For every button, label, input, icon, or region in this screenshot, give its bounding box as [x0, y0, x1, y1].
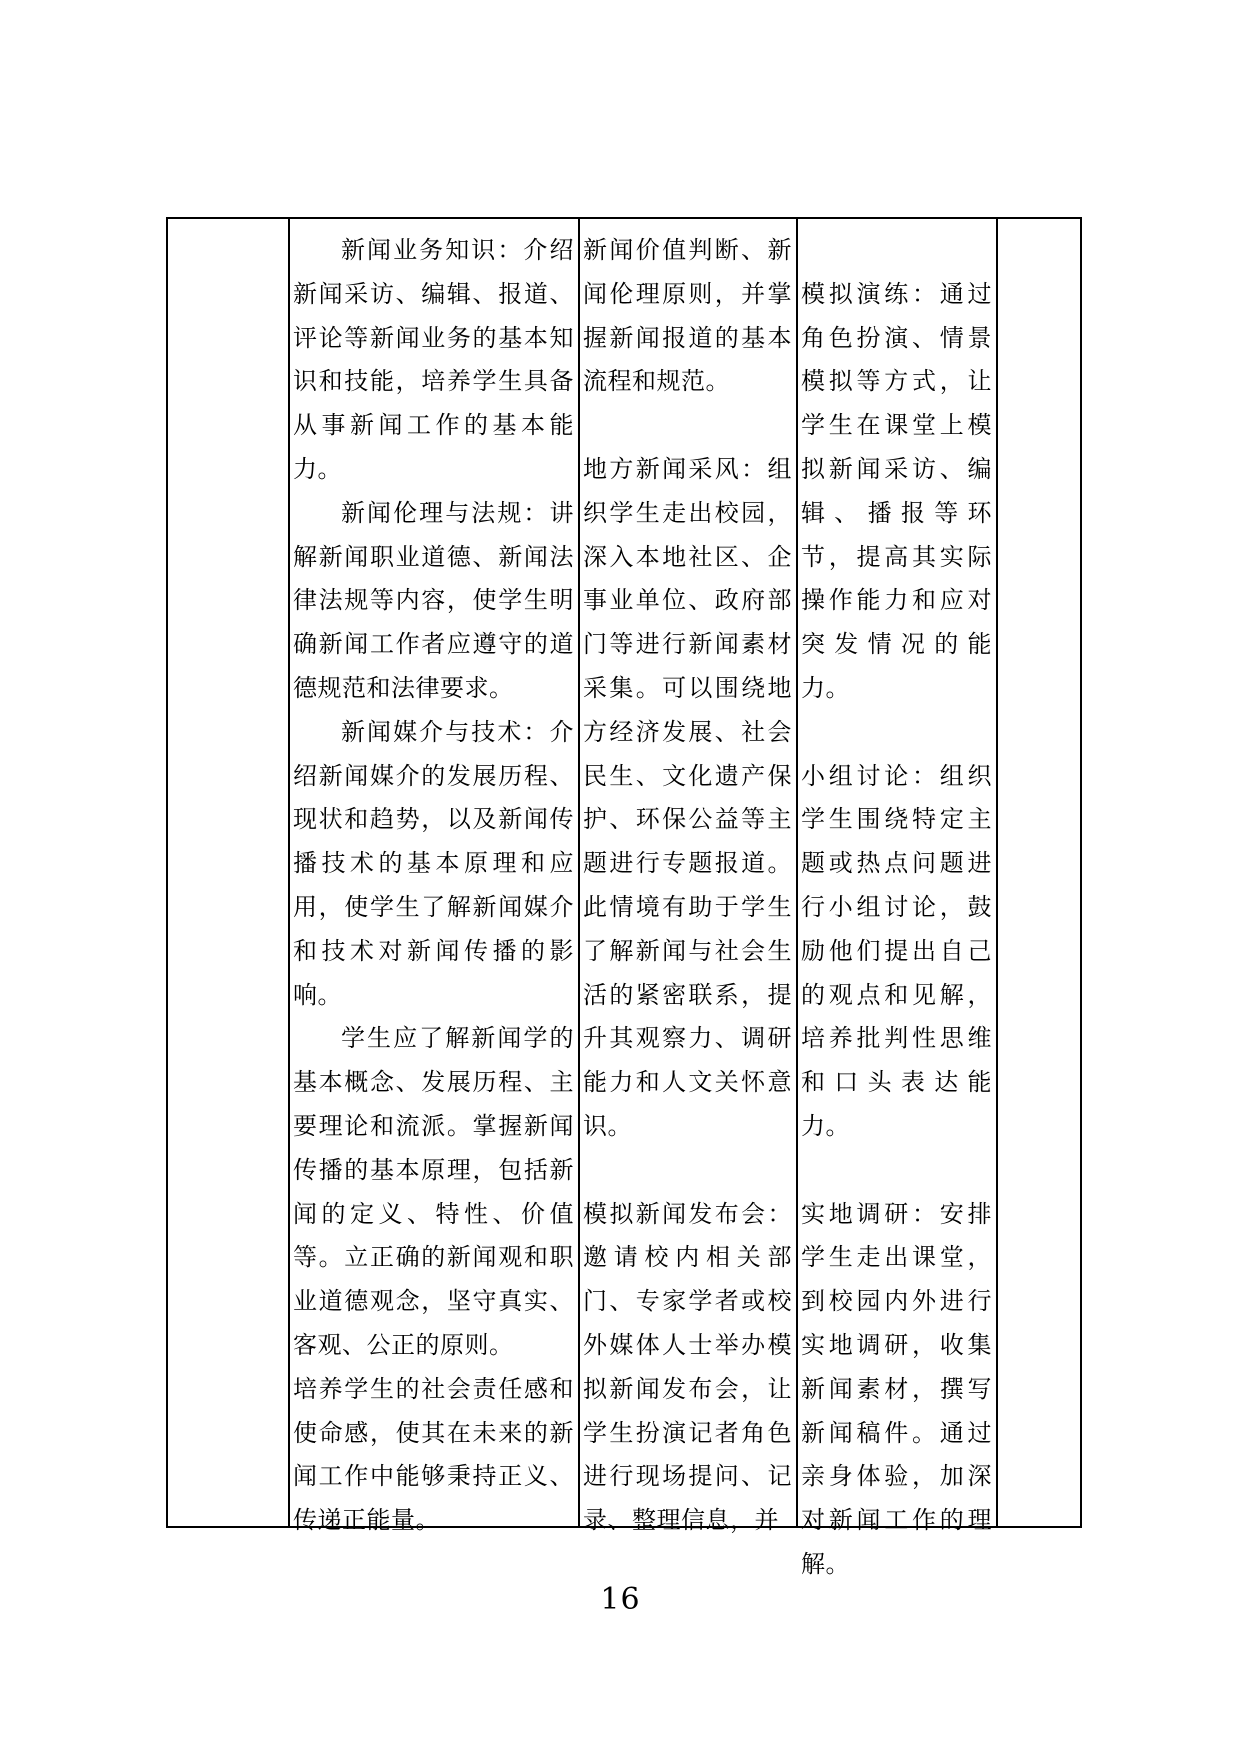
methods-cell [801, 273, 992, 1587]
table-column-scenarios [578, 219, 796, 1535]
paragraph-mock-press-conference: 模拟新闻发布会：邀请校内相关部门、专家学者或校外媒体人士举办模拟新闻发布会，让学生扮演记者角色进行现场提问、记录、整理信息，并 [583, 1199, 792, 1535]
content-cell [293, 229, 574, 1543]
paragraph-local-reporting: 地方新闻采风：组织学生走出校园，深入本地社区、企事业单位、政府部门等进行新闻素材采集。可以围绕地方经济发展、社会民生、文化遗产保护、环保公益等主题进行专题报道。此情境有助于学生了解新闻与社会生活的紧密联系，提升其观察力、调研能力和人文关怀意识。 [583, 454, 792, 1140]
table-column-methods [796, 219, 996, 1578]
table-column-empty-right [996, 219, 1082, 1526]
paragraph-field-research: 实地调研：安排学生走出课堂，到校园内外进行实地调研，收集新闻素材，撰写新闻稿件。通过亲身体验，加深对新闻工作的理解。 [801, 1199, 992, 1578]
page-number: 16 [600, 1582, 641, 1617]
paragraph-news-media: 新闻媒介与技术：介绍新闻媒介的发展历程、现状和趋势，以及新闻传播技术的基本原理和应用，使学生了解新闻媒介和技术对新闻传播的影响。 [293, 717, 574, 1009]
table-column-content [288, 219, 578, 1535]
scenarios-cell [583, 229, 792, 1543]
paragraph-group-discussion: 小组讨论：组织学生围绕特定主题或热点问题进行小组讨论，鼓励他们提出自己的观点和见解，培养批判性思维和口头表达能力。 [801, 761, 992, 1140]
paragraph-news-business: 新闻业务知识：介绍新闻采访、编辑、报道、评论等新闻业务的基本知识和技能，培养学生具备从事新闻工作的基本能力。 [293, 236, 574, 483]
paragraph-responsibility: 培养学生的社会责任感和使命感，使其在未来的新闻工作中能够秉持正义、传递正能量。 [293, 1374, 574, 1535]
paragraph-learning-goals: 学生应了解新闻学的基本概念、发展历程、主要理论和流派。掌握新闻传播的基本原理，包括新闻的定义、特性、价值等。立正确的新闻观和职业道德观念，坚守真实、客观、公正的原则。 [293, 1024, 574, 1359]
paragraph-news-ethics: 新闻伦理与法规：讲解新闻职业道德、新闻法律法规等内容，使学生明确新闻工作者应遵守的道德规范和法律要求。 [293, 498, 574, 702]
paragraph-news-value: 新闻价值判断、新闻伦理原则，并掌握新闻报道的基本流程和规范。 [583, 236, 792, 396]
curriculum-table [166, 217, 1082, 1578]
table-column-empty-left [168, 219, 288, 1526]
paragraph-simulation: 模拟演练：通过角色扮演、情景模拟等方式，让学生在课堂上模拟新闻采访、编辑、播报等环节，提高其实际操作能力和应对突发情况的能力。 [801, 279, 992, 702]
